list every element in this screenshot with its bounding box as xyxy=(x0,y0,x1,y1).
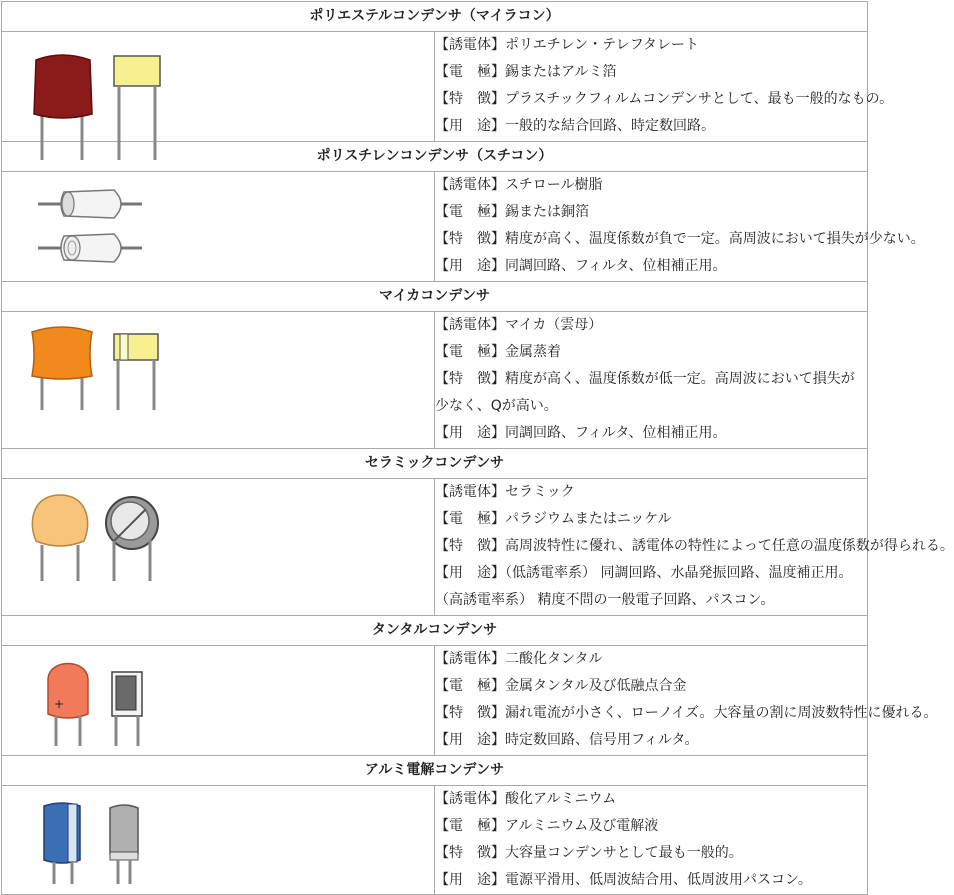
ceramic-capacitor-icon xyxy=(2,479,216,616)
dielectric-line: 【誘電体】酸化アルミニウム xyxy=(435,791,617,807)
capacitor-table xyxy=(1,1,954,895)
tantalum-capacitor-image xyxy=(2,646,435,756)
electrode-line: 【電 極】金属タンタル及び低融点合金 xyxy=(435,678,687,694)
feature-line: 【特 徴】精度が高く、温度係数が負で一定。高周波において損失が少ない。 xyxy=(435,231,925,247)
usage-line: 【用 途】一般的な結合回路、時定数回路。 xyxy=(435,118,715,134)
usage-line: 【用 途】（低誘電率系） 同調回路、水晶発振回路、温度補正用。 xyxy=(435,565,853,581)
mica-description xyxy=(435,312,868,449)
section-title-polystyrene: ポリスチレンコンデンサ（スチコン） xyxy=(2,142,868,172)
electrode-line: 【電 極】パラジウムまたはニッケル xyxy=(435,511,672,527)
section-title-tantalum: タンタルコンデンサ xyxy=(2,616,868,646)
tantalum-capacitor-icon xyxy=(2,646,216,756)
section-title-aluminum-electrolytic: アルミ電解コンデンサ xyxy=(2,756,868,786)
mica-capacitor-icon xyxy=(2,312,216,449)
ceramic-description xyxy=(435,479,954,616)
mica-capacitor-image xyxy=(2,312,435,449)
feature-line: 【特 徴】精度が高く、温度係数が低一定。高周波において損失が少なく、Qが高い。 xyxy=(435,371,855,414)
polyester-capacitor-icon xyxy=(2,32,216,142)
section-title-mica: マイカコンデンサ xyxy=(2,282,868,312)
electrode-line: 【電 極】アルミニウム及び電解液 xyxy=(435,818,659,834)
tantalum-description xyxy=(435,646,938,756)
polystyrene-capacitor-image xyxy=(2,172,435,282)
dielectric-line: 【誘電体】スチロール樹脂 xyxy=(435,177,603,193)
section-title-polyester: ポリエステルコンデンサ（マイラコン） xyxy=(2,2,868,32)
polyester-capacitor-image xyxy=(2,32,435,142)
section-title-ceramic: セラミックコンデンサ xyxy=(2,449,868,479)
usage-line: 【用 途】電源平滑用、低周波結合用、低周波用パスコン。 xyxy=(435,872,812,888)
usage-line: 【用 途】時定数回路、信号用フィルタ。 xyxy=(435,732,699,748)
electrode-line: 【電 極】金属蒸着 xyxy=(435,344,561,360)
dielectric-line: 【誘電体】セラミック xyxy=(435,484,575,500)
aluminum-description xyxy=(435,786,868,895)
feature-line: 【特 徴】プラスチックフィルムコンデンサとして、最も一般的なもの。 xyxy=(435,91,894,107)
dielectric-line: 【誘電体】二酸化タンタル xyxy=(435,651,603,667)
polystyrene-capacitor-icon xyxy=(2,172,216,282)
feature-line: 【特 徴】高周波特性に優れ、誘電体の特性によって任意の温度係数が得られる。 xyxy=(435,538,954,554)
usage-line-continued: （高誘電率系） 精度不問の一般電子回路、パスコン。 xyxy=(435,592,775,608)
usage-line: 【用 途】同調回路、フィルタ、位相補正用。 xyxy=(435,258,727,274)
polyester-description xyxy=(435,32,894,142)
electrode-line: 【電 極】錫またはアルミ箔 xyxy=(435,64,617,80)
feature-line: 【特 徴】漏れ電流が小さく、ローノイズ。大容量の割に周波数特性に優れる。 xyxy=(435,705,938,721)
dielectric-line: 【誘電体】ポリエチレン・テレフタレート xyxy=(435,37,699,53)
polystyrene-description xyxy=(435,172,925,282)
aluminum-capacitor-image xyxy=(2,786,435,895)
usage-line: 【用 途】同調回路、フィルタ、位相補正用。 xyxy=(435,425,727,441)
electrode-line: 【電 極】錫または銅箔 xyxy=(435,204,589,220)
svg-text:+: + xyxy=(54,697,65,711)
aluminum-capacitor-icon xyxy=(2,786,216,894)
ceramic-capacitor-image xyxy=(2,479,435,616)
dielectric-line: 【誘電体】マイカ（雲母） xyxy=(435,317,603,333)
feature-line: 【特 徴】大容量コンデンサとして最も一般的。 xyxy=(435,845,743,861)
